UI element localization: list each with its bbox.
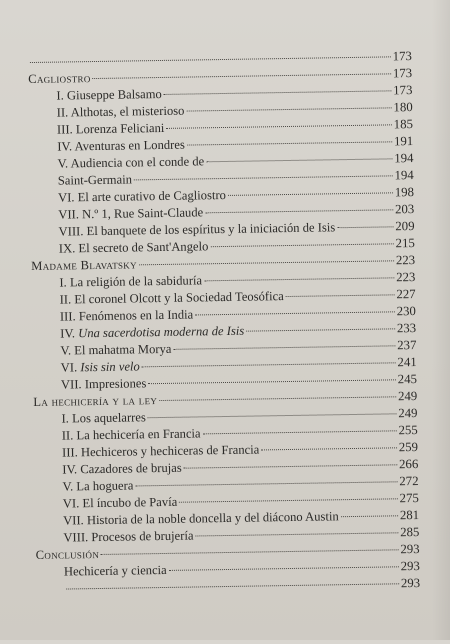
toc-entry-number: IV. <box>60 326 79 341</box>
toc-page-number: 173 <box>393 83 413 98</box>
toc-page-number: 293 <box>400 558 420 574</box>
leader-dots <box>203 430 397 434</box>
toc-entry-title: VI. El arte curativo de Cagliostro <box>57 187 227 205</box>
leader-dots <box>134 175 393 180</box>
leader-dots <box>148 379 395 384</box>
toc-entry-title: V. La hoguera <box>62 478 134 494</box>
toc-page-number: 230 <box>396 304 416 319</box>
toc-entry-title: IV. Cazadores de brujas <box>62 460 182 477</box>
toc-page-number: 173 <box>392 66 413 81</box>
toc-entry-title: III. Fenómenos en la India <box>59 307 194 324</box>
leader-dots <box>195 311 395 315</box>
toc-entry-title-italic: Una sacerdotisa moderna de Isis <box>78 323 245 341</box>
leader-dots <box>166 124 391 129</box>
toc-entry-title: III. Hechiceros y hechiceras de Francia <box>61 442 260 460</box>
toc-section-title: Madame Blavatsky <box>31 257 137 274</box>
toc-entry-title: IV. Aventuras en Londres <box>57 137 185 154</box>
leader-dots <box>93 73 391 79</box>
leader-dots <box>101 549 398 555</box>
toc-page-number: 233 <box>396 320 417 336</box>
toc-page-number: 194 <box>394 151 414 166</box>
toc-entry-title <box>61 359 140 375</box>
toc-entry-title: VIII. Procesos de brujería <box>63 528 194 545</box>
leader-dots <box>186 107 391 111</box>
toc-page-number: 272 <box>399 473 419 489</box>
leader-dots <box>210 243 393 247</box>
toc-page-number: 293 <box>400 575 421 591</box>
toc-entry-title: V. El mahatma Morya <box>60 341 172 358</box>
leader-dots <box>228 192 393 196</box>
leader-dots <box>206 158 392 162</box>
leader-dots <box>204 277 394 281</box>
toc-page-number: 241 <box>397 354 417 370</box>
toc-page-number: 180 <box>393 100 413 115</box>
leader-dots <box>195 532 398 536</box>
toc-entry-title: VI. El íncubo de Pavía <box>62 494 178 511</box>
toc-section-title: Cagliostro <box>28 71 91 87</box>
leader-dots <box>159 396 396 401</box>
leader-dots <box>169 566 399 571</box>
toc-section-title: La hechicería y la ley <box>33 393 158 410</box>
toc-entry-title-italic: Isis sin velo <box>80 359 140 375</box>
toc-entry-title: I. La religión de la sabiduría <box>59 273 203 290</box>
toc-page-number: 266 <box>398 456 419 472</box>
toc-page-number: 259 <box>398 439 419 455</box>
toc-page-number: 223 <box>395 253 416 268</box>
leader-dots <box>135 481 397 486</box>
toc-page-number: 285 <box>400 524 420 540</box>
leader-dots <box>184 464 397 468</box>
toc-entry-title: Saint-Germain <box>57 172 133 188</box>
leader-dots <box>30 56 391 63</box>
toc-page-number: 191 <box>393 134 414 149</box>
toc-page-number: 223 <box>396 270 416 285</box>
toc-page-number: 237 <box>397 337 417 353</box>
toc-page-number: 203 <box>394 202 415 217</box>
leader-dots <box>66 583 399 589</box>
toc-entry-title: VII. N.º 1, Rue Saint-Claude <box>58 205 204 222</box>
toc-entry-title: I. Los aquelarres <box>61 410 146 426</box>
toc-entry-title: Hechicería y ciencia <box>63 562 167 579</box>
toc-entry-number: VI. <box>60 360 81 375</box>
toc-section-title: Conclusión <box>35 547 100 563</box>
toc-page-number: 281 <box>399 507 420 523</box>
leader-dots <box>139 260 394 265</box>
toc-entry-title: V. Audiencia con el conde de <box>57 154 205 171</box>
toc-page-number: 194 <box>394 168 414 183</box>
leader-dots <box>187 141 392 145</box>
leader-dots <box>205 209 393 213</box>
toc-page-number: 245 <box>397 371 418 387</box>
toc-entry-title <box>60 324 244 342</box>
toc-entry-title: VIII. El banquete de los espíritus y la iniciación de Isis <box>58 220 336 239</box>
toc-page-number: 185 <box>393 117 414 132</box>
leader-dots <box>173 345 395 349</box>
page-edge-shadow <box>432 0 450 640</box>
toc-page-number: 249 <box>397 388 418 404</box>
toc-page-number: 293 <box>400 541 420 557</box>
toc-page-number: 255 <box>398 422 418 438</box>
toc-entry-title: II. El coronel Olcott y la Sociedad Teosófica <box>59 289 284 307</box>
toc-entry-title: III. Lorenza Feliciani <box>56 120 165 137</box>
leader-dots <box>341 515 398 517</box>
leader-dots <box>142 362 396 367</box>
toc-entry-title: VII. Historia de la noble doncella y del diácono Austin <box>63 509 339 528</box>
toc-entry-title: II. La hechicería en Francia <box>61 426 201 443</box>
toc-page-number: 275 <box>399 490 419 506</box>
leader-dots <box>179 498 397 502</box>
leader-dots <box>148 413 397 418</box>
toc-entry-title: II. Althotas, el misterioso <box>56 103 185 120</box>
toc-page-number: 215 <box>395 236 415 251</box>
leader-dots <box>246 328 395 331</box>
toc-page-number: 227 <box>396 287 416 302</box>
leader-dots <box>164 90 392 95</box>
leader-dots <box>337 226 393 228</box>
leader-dots <box>261 447 397 450</box>
toc-entry-title: IX. El secreto de Sant'Angelo <box>58 239 209 256</box>
toc-page-number: 198 <box>394 185 415 200</box>
toc-page-number: 173 <box>392 49 412 64</box>
toc-page-number: 249 <box>398 405 418 421</box>
leader-dots <box>286 294 395 297</box>
toc-entry-title: I. Giuseppe Balsamo <box>56 86 162 103</box>
toc-page-number: 209 <box>395 219 415 234</box>
toc-entry-title: VII. Impresiones <box>60 376 147 392</box>
